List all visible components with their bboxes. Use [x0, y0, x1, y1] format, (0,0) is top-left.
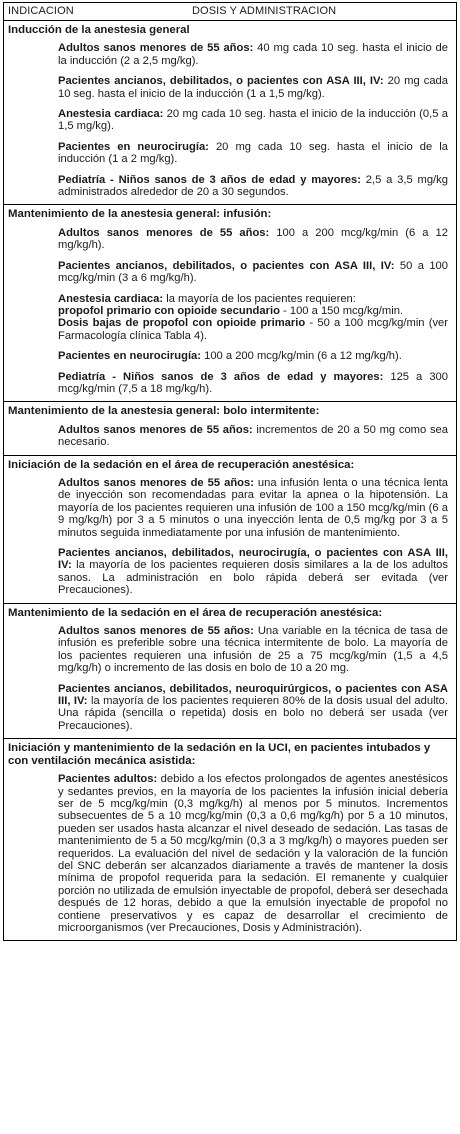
dose-item	[58, 108, 448, 133]
dose-item	[58, 75, 448, 100]
item-text: la mayoría de los pacientes requieren:	[163, 292, 356, 305]
item-lead: Anestesia cardiaca:	[58, 108, 164, 121]
item-lead: Pacientes en neurocirugía:	[58, 350, 201, 363]
section-title: Inducción de la anestesia general	[8, 24, 190, 36]
section-bolo-intermitente	[4, 402, 456, 455]
item-text: 20 mg cada 10 seg. hasta el inicio de la inducción (1 a 1,5 mg/kg).	[58, 75, 448, 100]
item-text: 20 mg cada 10 seg. hasta el inicio de la inducción (0,5 a 1,5 mg/kg).	[58, 108, 448, 133]
item-lead: Pacientes adultos:	[58, 773, 158, 786]
item-text: 2,5 a 3,5 mg/kg administrados alrededor de 20 a 30 segundos.	[58, 173, 448, 199]
item-text: - 100 a 150 mcg/kg/min.	[279, 304, 404, 317]
item-lead: Dosis bajas de propofol con opioide primario	[58, 317, 306, 330]
dose-item	[58, 141, 448, 166]
dose-item	[58, 477, 448, 539]
item-subline	[58, 305, 448, 317]
item-lead: Adultos sanos menores de 55 años:	[58, 226, 270, 239]
section-title: Iniciación de la sedación en el área de recuperación anestésica:	[8, 458, 355, 471]
item-text: una infusión lenta o una técnica lenta de inyección son recomendadas para evitar la apnea o la hipotensión. La mayoría de los pacientes requieren una infusión de 100 a 150 mcg/kg/min (6 a 9 mg/kg/h) por 3 a 5 minutos o una inyección lenta de 0,5 mg/kg por 3 a 5 minutos seguida inmediatamente por una infusión de mantenimiento.	[58, 476, 449, 539]
section-title: Mantenimiento de la anestesia general: bolo intermitente:	[8, 405, 320, 418]
item-text: 40 mg cada 10 seg. hasta el inicio de la inducción (2 a 2,5 mg/kg).	[58, 42, 449, 67]
item-text: 20 mg cada 10 seg. hasta el inicio de la inducción (1 a 2 mg/kg).	[58, 140, 448, 166]
header-indicacion: INDICACION	[8, 5, 74, 18]
dose-item	[58, 683, 448, 733]
item-text: incrementos de 20 a 50 mg como sea necesario.	[58, 423, 449, 449]
dose-item	[58, 227, 448, 252]
dose-item	[58, 424, 448, 449]
item-lead: Adultos sanos menores de 55 años:	[58, 423, 253, 436]
header-dosis: DOSIS Y ADMINISTRACION	[192, 5, 337, 18]
section-title: Mantenimiento de la sedación en el área de recuperación anestésica:	[8, 606, 383, 619]
item-lead: Pediatría - Niños sanos de 3 años de edad y mayores:	[58, 173, 361, 186]
dose-item	[58, 371, 448, 396]
section-mantenimiento-infusion	[4, 205, 456, 402]
item-lead: Pacientes ancianos, debilitados, o pacientes con ASA III, IV:	[58, 259, 395, 272]
item-lead: Anestesia cardiaca:	[58, 292, 164, 305]
item-lead: propofol primario con opioide secundario	[58, 304, 280, 317]
section-title: Mantenimiento de la anestesia general: infusión:	[8, 208, 272, 221]
item-text: - 50 a 100 mcg/kg/min (ver Farmacología clínica Tabla 4).	[58, 317, 449, 342]
table-header	[4, 3, 456, 21]
dose-item	[58, 174, 448, 199]
item-text: 50 a 100 mcg/kg/min (3 a 6 mg/kg/h).	[58, 259, 448, 285]
item-text: debido a los efectos prolongados de agentes anestésicos y sedantes previos, en la mayoría de los pacientes la infusión inicial debería ser de 5 mcg/kg/min (0,3 mg/kg/h) al menos por 5 minutos. Incrementos subsecuentes de 5 a 10 mcg/kg/min (0,3 a 0,6 mg/kg/h) por 5 a 10 minutos, pueden ser usados hasta alcanzar el nivel deseado de sedación. Las tasas de mantenimiento de 5 a 50 mcg/kg/min (0,3 a 3 mg/kg/h) o mayores pueden ser requeridos. La evaluación del nivel de sedación y la valoración de la función del SNC deberán ser alcanzados diariamente a través de mantener la dosis mínima de propofol requerida para la sedación. El remanente y cualquier porción no utilizada de emulsión inyectable de propofol, deberá ser desechada después de 12 horas, debido a que la emulsión inyectable de propofol no contiene preservativos y es capaz de desarrollar el crecimiento de microorganismos (ver Precauciones, Dosis y Administración).	[58, 773, 448, 934]
dose-item	[58, 42, 448, 67]
item-lead: Pacientes ancianos, debilitados, neuroquirúrgicos, o pacientes con ASA III, IV:	[58, 682, 448, 708]
section-induccion	[4, 21, 456, 205]
item-lead: Pediatría - Niños sanos de 3 años de edad y mayores:	[58, 370, 384, 383]
item-text: la mayoría de los pacientes requieren dosis similares a la de los adultos sanos. La administración en bolo rápida deberá ser evitada (ver Precauciones).	[58, 559, 448, 597]
item-lead: Adultos sanos menores de 55 años:	[58, 625, 254, 638]
dose-item	[58, 547, 448, 597]
dose-item	[58, 293, 448, 343]
item-text: la mayoría de los pacientes requieren 80% de la dosis usual del adulto. Una rápida (sencilla o repetida) dosis en bolo no deberá ser usada (ver Precauciones).	[58, 695, 448, 732]
section-sedacion-uci	[4, 739, 456, 940]
item-text: Una variable en la técnica de tasa de infusión es preferible sobre una técnica intermitente de bolo. La mayoría de los pacientes requieren una infusión de 25 a 75 mcg/kg/min (1,5 a 4,5 mg/kg/h) o incremento de las dosis en bolo de 10 a 20 mg.	[58, 625, 449, 675]
item-lead: Adultos sanos menores de 55 años:	[58, 42, 254, 55]
item-lead: Adultos sanos menores de 55 años:	[58, 476, 254, 489]
dose-item	[58, 260, 448, 285]
item-text: 100 a 200 mcg/kg/min (6 a 12 mg/kg/h).	[201, 350, 402, 363]
dose-item	[58, 773, 448, 934]
section-iniciacion-sedacion	[4, 456, 456, 604]
section-title: Iniciación y mantenimiento de la sedación en la UCI, en pacientes intubados y con ventilación mecánica asistida:	[8, 742, 431, 767]
dose-item	[58, 625, 448, 675]
item-text: 100 a 200 mcg/kg/min (6 a 12 mg/kg/h).	[58, 226, 448, 252]
dose-item	[58, 350, 448, 362]
item-lead: Pacientes ancianos, debilitados, o pacientes con ASA III, IV:	[58, 75, 384, 88]
section-mantenimiento-sedacion	[4, 604, 456, 740]
dosage-table	[3, 2, 457, 941]
item-lead: Pacientes ancianos, debilitados, neurocirugía, o pacientes con ASA III, IV:	[58, 547, 448, 572]
item-text: 125 a 300 mcg/kg/min (7,5 a 18 mg/kg/h).	[58, 370, 448, 395]
item-lead: Pacientes en neurocirugía:	[58, 140, 209, 153]
item-subline	[58, 317, 448, 342]
